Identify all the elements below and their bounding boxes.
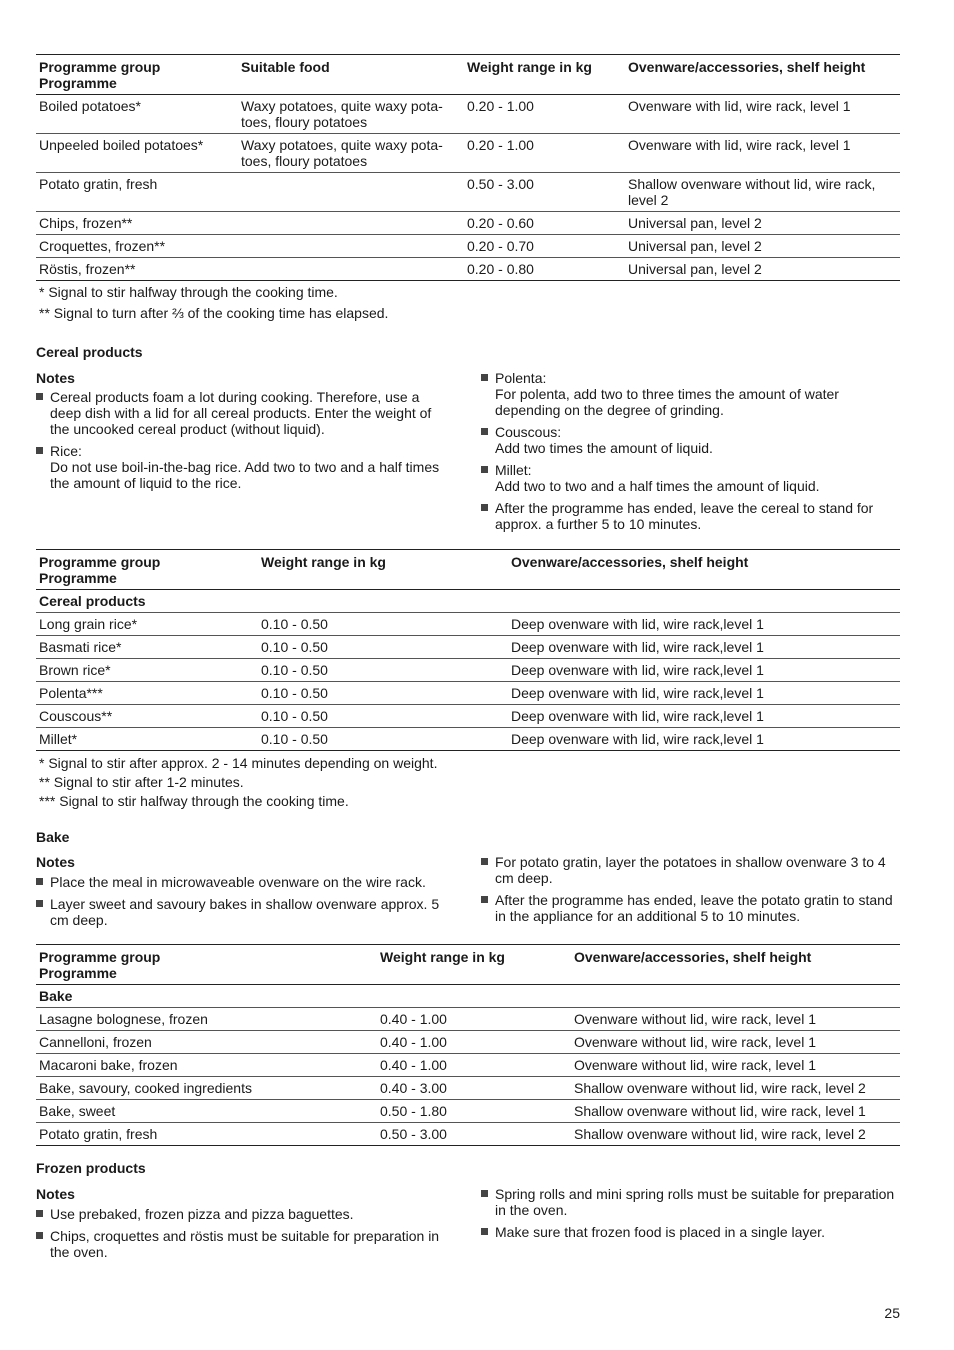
notes-title: Notes [36,854,75,870]
square-bullet-icon [481,1228,488,1235]
cell-weight: 0.40 - 1.00 [377,1008,571,1031]
header-line2: Programme [39,965,117,981]
note-item [36,1228,451,1260]
header-weight: Weight range in kg [377,945,571,985]
cell-suitable-food: Waxy potatoes, quite waxy pota-toes, floury potatoes [241,98,443,130]
notes-list [481,1186,901,1240]
note-item [36,1206,451,1222]
header-weight: Weight range in kg [464,55,625,95]
note-text: Layer sweet and savoury bakes in shallow ovenware approx. 5 cm deep. [50,896,440,928]
cell-ovenware: Ovenware without lid, wire rack, level 1 [571,1054,900,1077]
note-item [481,370,901,418]
cell-weight: 0.20 - 0.70 [464,235,625,258]
header-ovenware: Ovenware/accessories, shelf height [508,550,900,590]
cell-programme: Bake, savoury, cooked ingredients [36,1077,377,1100]
cell-ovenware: Deep ovenware with lid, wire rack,level 1 [508,659,900,682]
footnote: ** Signal to stir after 1-2 minutes. [39,774,244,790]
header-line2: Programme [39,570,117,586]
cell-programme: Polenta*** [36,682,258,705]
notes-list [36,1206,451,1260]
notes-list [36,389,451,491]
square-bullet-icon [481,374,488,381]
footnote: * Signal to stir halfway through the cooking time. [39,284,338,300]
cell-weight: 0.40 - 1.00 [377,1054,571,1077]
notes-list [481,370,901,532]
table-row [36,682,900,705]
footnote: * Signal to stir after approx. 2 - 14 minutes depending on weight. [39,755,438,771]
cell-weight: 0.10 - 0.50 [258,613,508,636]
note-text: Spring rolls and mini spring rolls must be suitable for preparation in the oven. [495,1186,895,1218]
table-row [36,728,900,751]
cell-programme: Cannelloni, frozen [36,1031,377,1054]
table-row [36,1100,900,1123]
header-ovenware: Ovenware/accessories, shelf height [625,55,900,95]
table-row [36,659,900,682]
table-row [36,258,900,281]
square-bullet-icon [481,896,488,903]
header-programme [36,55,238,95]
cell-programme: Bake, sweet [36,1100,377,1123]
group-label: Bake [39,988,73,1004]
cell-programme: Potato gratin, fresh [36,173,238,212]
table-header-row [36,550,900,590]
notes-list [36,874,451,928]
table-row [36,1077,900,1100]
cell-suitable-food [238,212,464,235]
cell-weight: 0.10 - 0.50 [258,728,508,751]
cell-ovenware: Deep ovenware with lid, wire rack,level 1 [508,613,900,636]
notes-list [481,854,901,924]
table-header-row [36,945,900,985]
cell-weight: 0.50 - 1.80 [377,1100,571,1123]
cell-ovenware: Deep ovenware with lid, wire rack,level 1 [508,682,900,705]
note-text: After the programme has ended, leave the potato gratin to stand in the appliance for an additional 5 to 10 minutes. [495,892,893,924]
cell-ovenware: Deep ovenware with lid, wire rack,level 1 [508,705,900,728]
cell-ovenware: Ovenware with lid, wire rack, level 1 [628,98,851,114]
cell-suitable-food [238,235,464,258]
cell-ovenware: Shallow ovenware without lid, wire rack, level 2 [625,173,900,212]
section-title-frozen: Frozen products [36,1160,146,1176]
cell-programme: Basmati rice* [36,636,258,659]
cell-programme: Long grain rice* [36,613,258,636]
cell-weight: 0.50 - 3.00 [377,1123,571,1146]
cell-suitable-food [238,258,464,281]
table-row [36,705,900,728]
table-row [36,173,900,212]
note-text: Millet: Add two to two and a half times the amount of liquid. [495,462,820,494]
square-bullet-icon [36,900,43,907]
bake-table [36,944,900,1146]
note-text: Place the meal in microwaveable ovenware on the wire rack. [50,874,426,890]
header-weight: Weight range in kg [258,550,508,590]
square-bullet-icon [36,1210,43,1217]
cell-ovenware: Ovenware without lid, wire rack, level 1 [571,1008,900,1031]
header-line1: Programme group [39,554,161,570]
cell-programme: Chips, frozen** [36,212,238,235]
cell-weight: 0.20 - 1.00 [464,134,625,173]
note-text: Use prebaked, frozen pizza and pizza baguettes. [50,1206,354,1222]
table-row [36,95,900,134]
cereal-table [36,549,900,751]
note-item [36,896,451,928]
square-bullet-icon [36,447,43,454]
cell-programme: Brown rice* [36,659,258,682]
cell-ovenware: Ovenware with lid, wire rack, level 1 [625,134,900,173]
cell-programme: Boiled potatoes* [39,98,141,114]
cell-weight: 0.20 - 1.00 [467,98,534,114]
cell-weight: 0.10 - 0.50 [258,705,508,728]
note-item [36,443,451,491]
potato-table [36,54,900,281]
square-bullet-icon [36,878,43,885]
cell-weight: 0.10 - 0.50 [258,682,508,705]
note-text: For potato gratin, layer the potatoes in shallow ovenware 3 to 4 cm deep. [495,854,886,886]
table-group-row [36,590,900,613]
cell-programme: Croquettes, frozen** [36,235,238,258]
cell-ovenware: Universal pan, level 2 [625,212,900,235]
cell-ovenware: Deep ovenware with lid, wire rack,level 1 [508,728,900,751]
cell-ovenware: Universal pan, level 2 [625,258,900,281]
cell-weight: 0.40 - 3.00 [377,1077,571,1100]
note-text: After the programme has ended, leave the cereal to stand for approx. a further 5 to 10 minutes. [495,500,874,532]
table-row [36,1123,900,1146]
note-item [36,389,451,437]
cell-programme: Millet* [36,728,258,751]
notes-title: Notes [36,1186,75,1202]
header-line1: Programme group [39,949,161,965]
note-item [481,424,901,456]
cell-programme: Couscous** [36,705,258,728]
square-bullet-icon [36,393,43,400]
header-ovenware: Ovenware/accessories, shelf height [571,945,900,985]
note-text: Rice: Do not use boil-in-the-bag rice. Add two to two and a half times the amount of liquid to the rice. [50,443,440,491]
note-item [481,892,901,924]
cell-programme: Röstis, frozen** [36,258,238,281]
table-row [36,1008,900,1031]
page-number: 25 [884,1305,900,1321]
table-header-row [36,55,900,95]
note-item [481,854,901,886]
cell-suitable-food [238,173,464,212]
cell-weight: 0.10 - 0.50 [258,659,508,682]
cell-programme: Lasagne bolognese, frozen [36,1008,377,1031]
note-item [481,1186,901,1218]
table-row [36,134,900,173]
section-title-cereal: Cereal products [36,344,143,360]
cell-ovenware: Shallow ovenware without lid, wire rack, level 2 [571,1123,900,1146]
cell-ovenware: Shallow ovenware without lid, wire rack, level 2 [571,1077,900,1100]
cell-ovenware: Ovenware without lid, wire rack, level 1 [571,1031,900,1054]
cell-ovenware: Universal pan, level 2 [625,235,900,258]
note-item [481,462,901,494]
potato-footnotes [36,284,388,321]
header-programme [36,945,377,985]
header-suitable-food: Suitable food [238,55,464,95]
note-item [36,874,451,890]
square-bullet-icon [481,858,488,865]
note-item [481,500,901,532]
header-programme [36,550,258,590]
cell-weight: 0.20 - 0.60 [464,212,625,235]
cell-programme: Unpeeled boiled potatoes* [36,134,238,173]
table-row [36,613,900,636]
footnote: ** Signal to turn after ⅔ of the cooking time has elapsed. [39,305,389,321]
note-item [481,1224,901,1240]
table-row [36,1054,900,1077]
table-row [36,636,900,659]
cell-programme: Macaroni bake, frozen [36,1054,377,1077]
note-text: Make sure that frozen food is placed in a single layer. [495,1224,825,1240]
table-group-row [36,985,900,1008]
notes-title: Notes [36,370,75,386]
note-text: Chips, croquettes and röstis must be suitable for preparation in the oven. [50,1228,440,1260]
square-bullet-icon [481,1190,488,1197]
cereal-footnotes [36,755,437,809]
note-text: Polenta: For polenta, add two to three times the amount of water depending on the degree of grinding. [495,370,839,418]
note-text: Couscous: Add two times the amount of liquid. [495,424,713,456]
table-row [36,212,900,235]
square-bullet-icon [36,1232,43,1239]
square-bullet-icon [481,504,488,511]
cell-ovenware: Deep ovenware with lid, wire rack,level 1 [508,636,900,659]
cell-programme: Potato gratin, fresh [36,1123,377,1146]
header-line1: Programme group [39,59,161,75]
cell-suitable-food: Waxy potatoes, quite waxy pota-toes, floury potatoes [238,134,464,173]
footnote: *** Signal to stir halfway through the cooking time. [39,793,349,809]
square-bullet-icon [481,428,488,435]
cell-weight: 0.50 - 3.00 [464,173,625,212]
cell-weight: 0.20 - 0.80 [464,258,625,281]
cell-weight: 0.10 - 0.50 [258,636,508,659]
group-label: Cereal products [39,593,146,609]
header-line2: Programme [39,75,117,91]
section-title-bake: Bake [36,829,70,845]
table-row [36,1031,900,1054]
cell-weight: 0.40 - 1.00 [377,1031,571,1054]
cell-ovenware: Shallow ovenware without lid, wire rack, level 1 [571,1100,900,1123]
table-row [36,235,900,258]
note-text: Cereal products foam a lot during cooking. Therefore, use a deep dish with a lid for all cereal products. Enter the weight of the uncooked cereal product (without liquid). [50,389,432,437]
square-bullet-icon [481,466,488,473]
